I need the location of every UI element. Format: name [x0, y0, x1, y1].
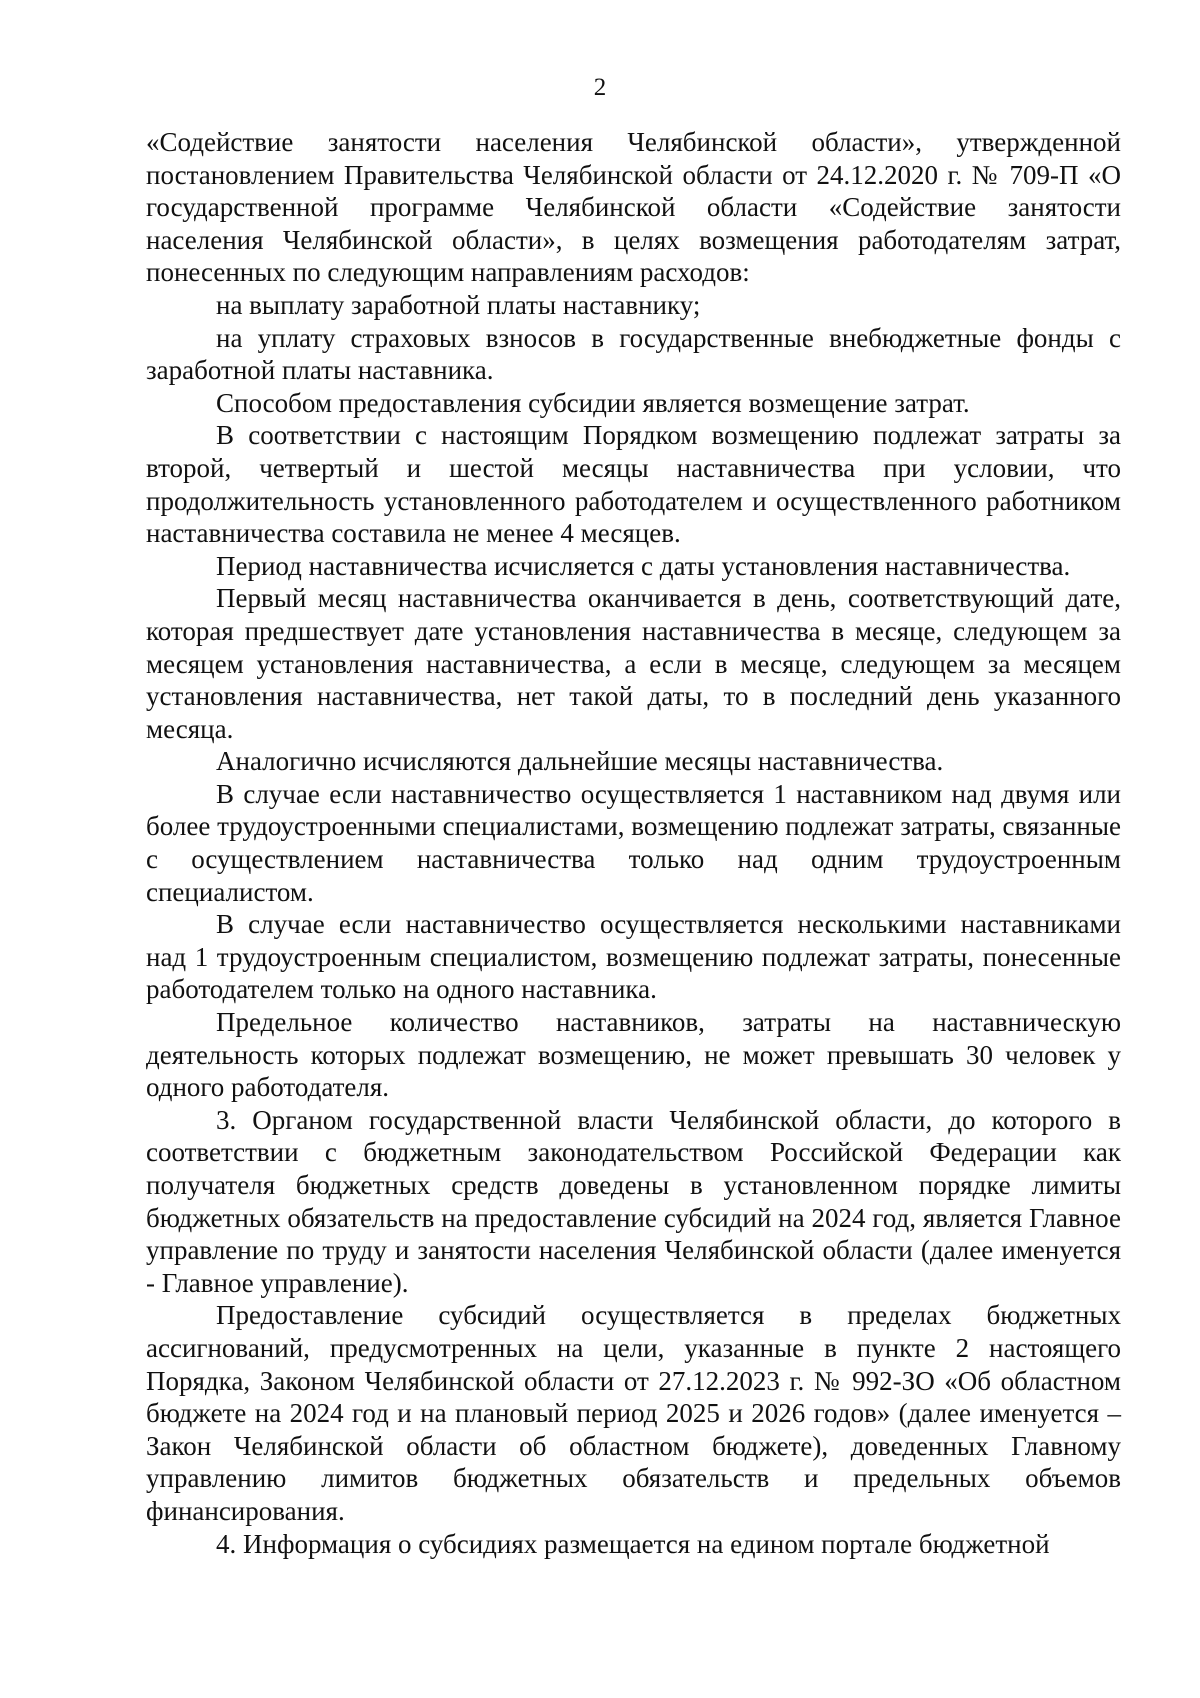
paragraph-3: на уплату страховых взносов в государственные внебюджетные фонды с заработной платы наставника. — [146, 322, 1121, 386]
paragraph-4: Способом предоставления субсидии является возмещение затрат. — [216, 387, 970, 418]
paragraph-13: Предоставление субсидий осуществляется в пределах бюджетных ассигнований, предусмотренных на цели, указанные в пункте 2 настоящего Порядка, Законом Челябинской области от 27.12.2023 г. № 992-ЗО «Об областном бюджете на 2024 год и на плановый период 2025 и 2026 годов» (далее именуется – Закон Челябинской области об областном бюджете), доведенных Главному управлению лимитов бюджетных обязательств и предельных объемов финансирования. — [146, 1300, 1121, 1526]
paragraph-5: В соответствии с настоящим Порядком возмещению подлежат затраты за второй, четвертый и шестой месяцы наставничества при условии, что продолжительность установленного работодателем и осуществленного работником наставничества составила не менее 4 месяцев. — [146, 420, 1121, 549]
paragraph-14: 4. Информация о субсидиях размещается на едином портале бюджетной — [216, 1528, 1050, 1559]
paragraph-8: Аналогично исчисляются дальнейшие месяцы наставничества. — [216, 746, 944, 777]
paragraph-10: В случае если наставничество осуществляется несколькими наставниками над 1 трудоустроенным специалистом, возмещению подлежат затраты, понесенные работодателем только на одного наставника. — [146, 909, 1121, 1005]
paragraph-7: Первый месяц наставничества оканчивается в день, соответствующий дате, которая предшествует дате установления наставничества в месяце, следующем за месяцем установления наставничества, а если в месяце, следующем за месяцем установления наставничества, нет такой даты, то в последний день указанного месяца. — [146, 583, 1121, 744]
paragraph-1: «Содействие занятости населения Челябинской области», утвержденной постановлением Правительства Челябинской области от 24.12.2020 г. № 709-П «О государственной программе Челябинской области «Содействие занятости населения Челябинской области», в целях возмещения работодателям затрат, понесенных по следующим направлениям расходов: — [146, 127, 1121, 288]
paragraph-6: Период наставничества исчисляется с даты установления наставничества. — [216, 550, 1071, 581]
paragraph-12: 3. Органом государственной власти Челябинской области, до которого в соответствии с бюджетным законодательством Российской Федерации как получателя бюджетных средств доведены в установленном порядке лимиты бюджетных обязательств на предоставление субсидий на 2024 год, является Главное управление по труду и занятости населения Челябинской области (далее именуется - Главное управление). — [146, 1104, 1121, 1298]
paragraph-2: на выплату заработной платы наставнику; — [216, 289, 701, 320]
paragraph-11: Предельное количество наставников, затраты на наставническую деятельность которых подлежат возмещению, не может превышать 30 человек у одного работодателя. — [146, 1007, 1121, 1103]
document-body — [146, 126, 1121, 1560]
paragraph-9: В случае если наставничество осуществляется 1 наставником над двумя или более трудоустроенными специалистами, возмещению подлежат затраты, связанные с осуществлением наставничества только над одним трудоустроенным специалистом. — [146, 778, 1121, 907]
page-number: 2 — [593, 74, 607, 101]
